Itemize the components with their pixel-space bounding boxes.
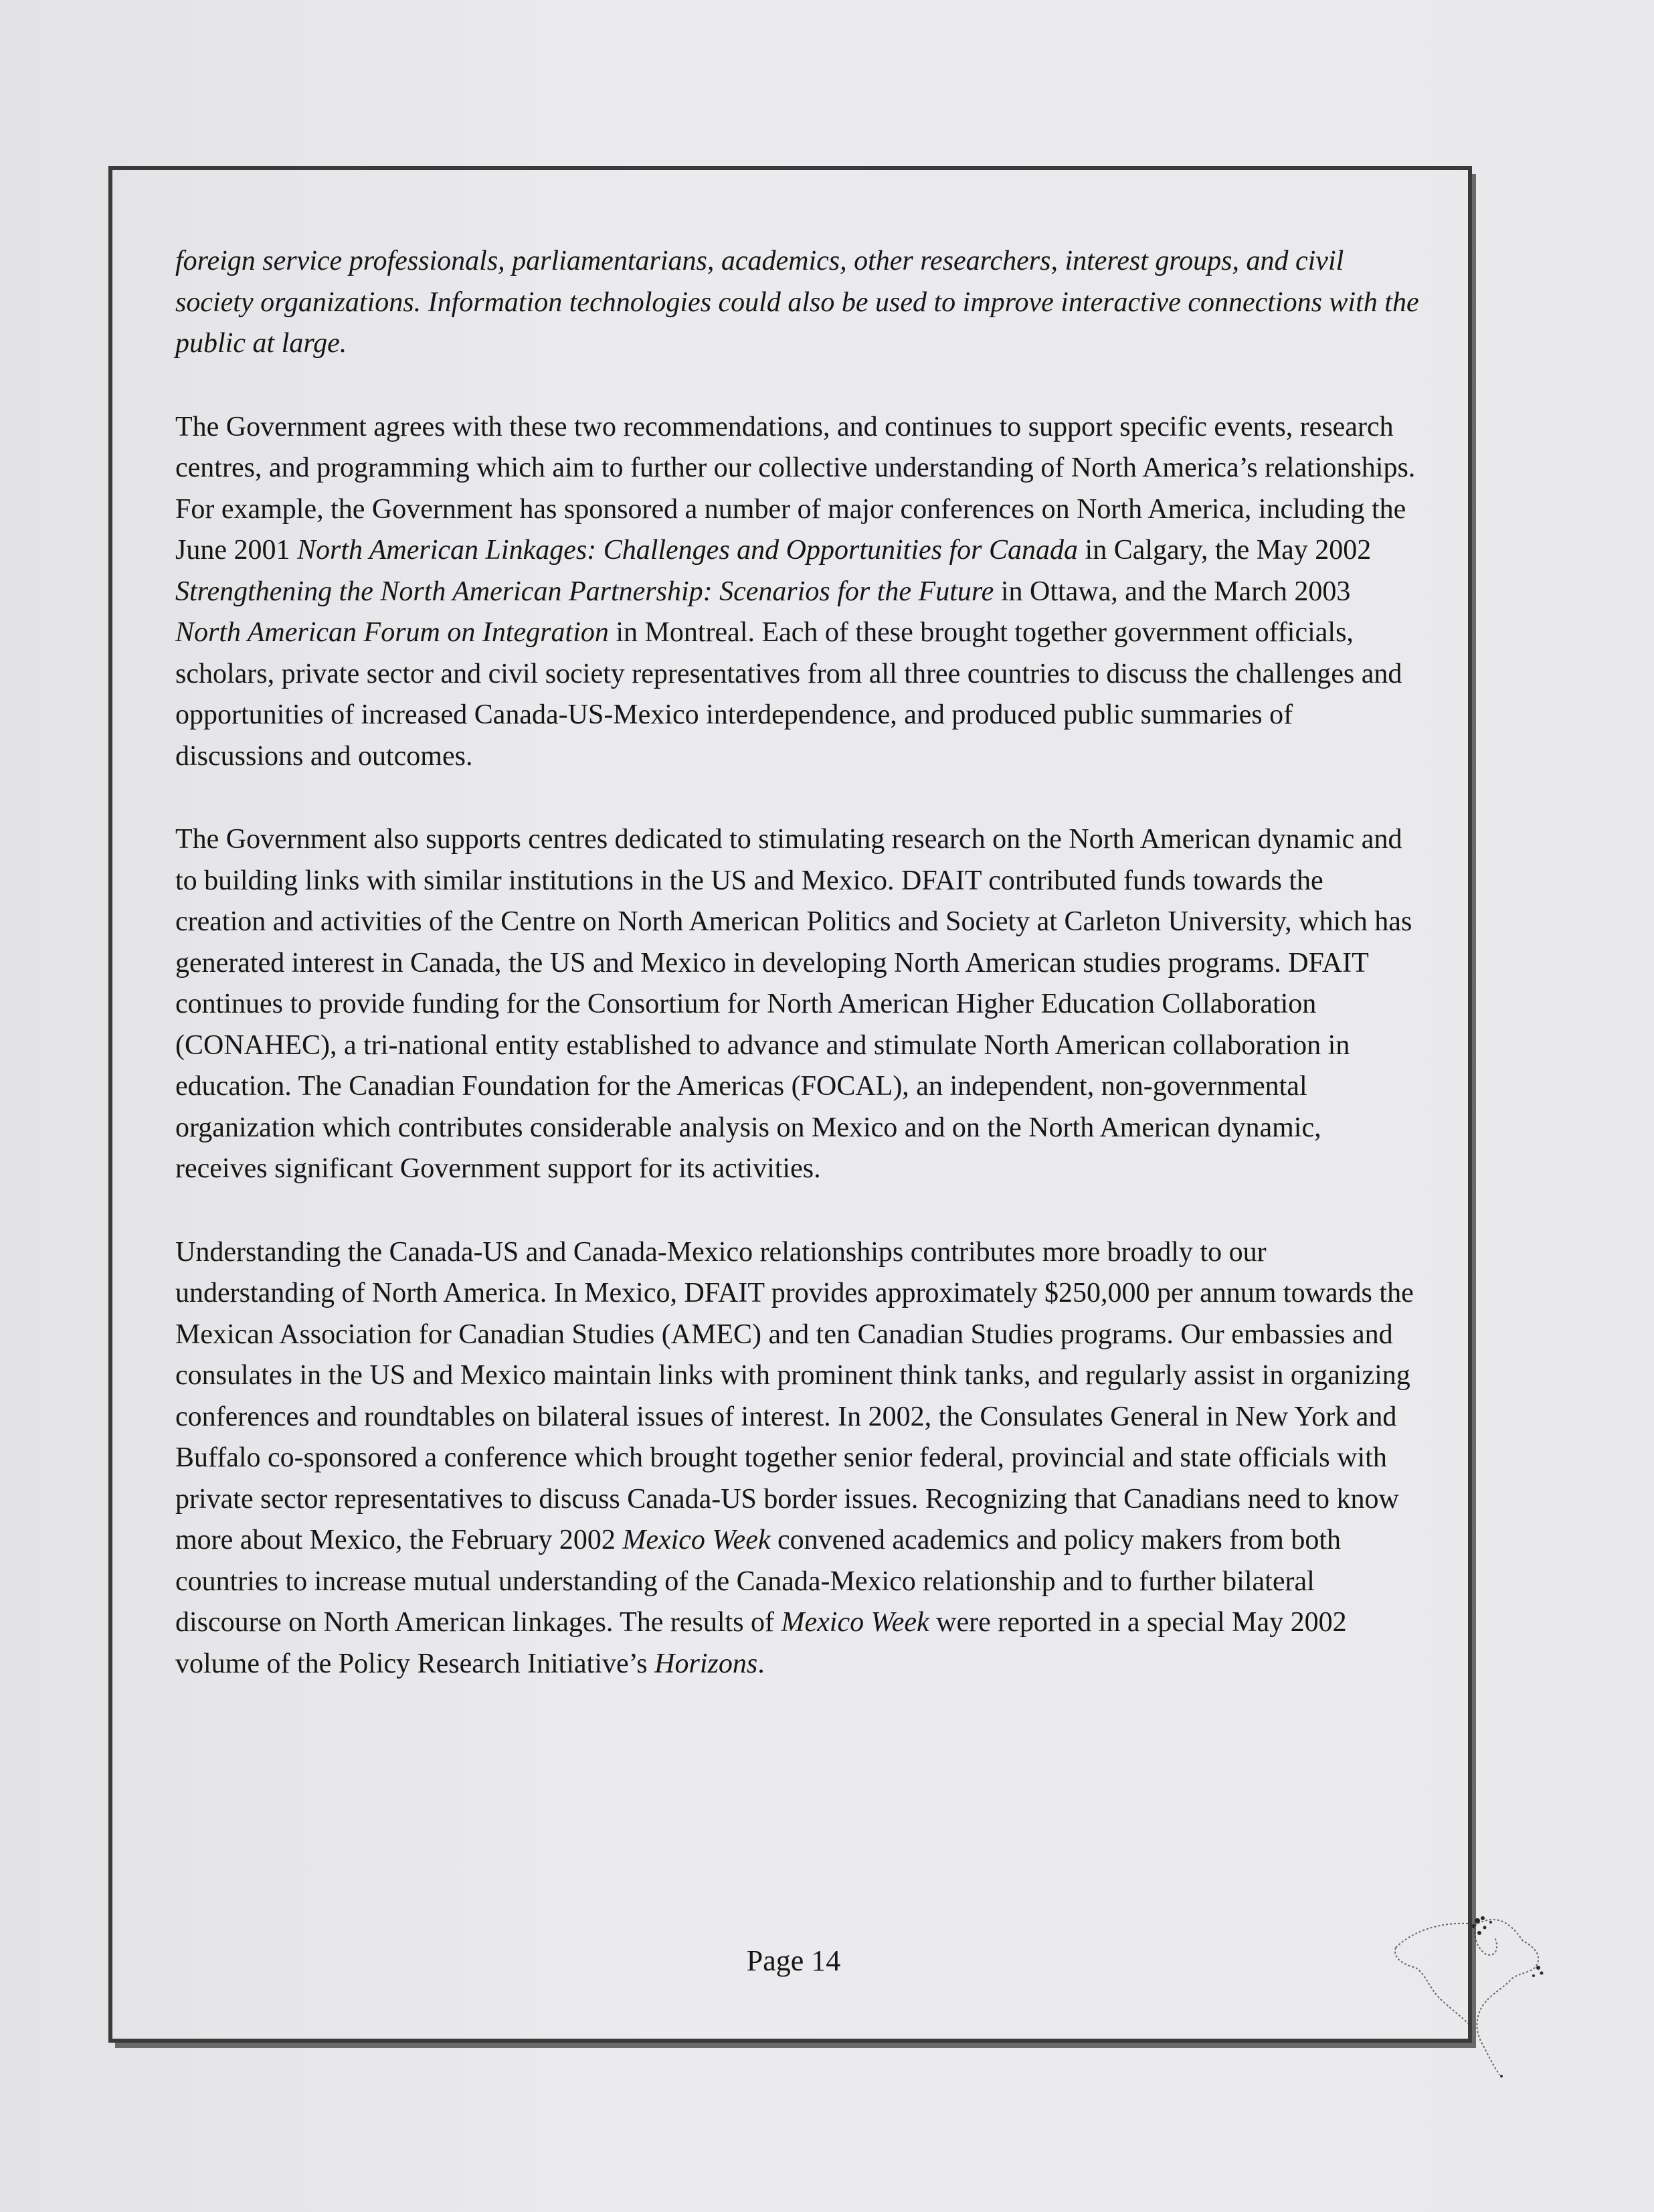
paragraph-text: convened academics and policy makers from both countries to increase mutual understanding of the Canada-Mexico relationship and to further bilateral discourse on North American linkages. The results of	[175, 1525, 1342, 1638]
paragraph-text: Understanding the Canada-US and Canada-Mexico relationships contributes more broadly to our understanding of North America. In Mexico, DFAIT provides approximately $250,000 per annum towards the Mexican Association for Canadian Studies (AMEC) and ten Canadian Studies programs. Our embassies and consulates in the US and Mexico maintain links with prominent think tanks, and regularly assist in organizing conferences and roundtables on bilateral issues of interest. In 2002, the Consulates General in New York and Buffalo co-sponsored a conference which brought together senior federal, provincial and state officials with private sector representatives to discuss Canada-US border issues. Recognizing that Canadians need to know more about Mexico, the February 2002	[175, 1236, 1414, 1555]
paragraph-text: .	[757, 1648, 765, 1679]
intro-paragraph: foreign service professionals, parliamentarians, academics, other researchers, interest groups, and civil society organizations. Information technologies could also be used to improve interactive connections with the public at large.	[175, 246, 1419, 359]
paragraph-relationships	[175, 1232, 1420, 1685]
publication-title: Horizons	[654, 1648, 758, 1679]
paragraph-research-centres: The Government also supports centres dedicated to stimulating research on the North American dynamic and to building links with similar institutions in the US and Mexico. DFAIT contributed funds towards the creation and activities of the Centre on North American Politics and Society at Carleton University, which has generated interest in Canada, the US and Mexico in developing North American studies programs. DFAIT continues to provide funding for the Consortium for North American Higher Education Collaboration (CONAHEC), a tri-national entity established to advance and stimulate North American collaboration in education. The Canadian Foundation for the Americas (FOCAL), an independent, non-governmental organization which contributes considerable analysis on Mexico and on the North American dynamic, receives significant Government support for its activities.	[175, 824, 1412, 1184]
page-number: Page 14	[746, 1944, 841, 1977]
north-america-map-icon	[1376, 1894, 1576, 2095]
document-body	[175, 241, 1420, 1727]
conference-title: Strengthening the North American Partnership: Scenarios for the Future	[175, 576, 994, 607]
event-title: Mexico Week	[622, 1525, 771, 1555]
paragraph-conferences	[175, 407, 1420, 778]
paragraph-text: The Government agrees with these two recommendations, and continues to support specific events, research centres, and programming which aim to further our collective understanding of North America’s relationships. For example, the Government has sponsored a number of major conferences on North America, including the June 2001	[175, 411, 1416, 566]
conference-title: North American Linkages: Challenges and Opportunities for Canada	[297, 535, 1079, 566]
paragraph-text: in Calgary, the May 2002	[1078, 535, 1372, 566]
paragraph-text: in Montreal. Each of these brought together government officials, scholars, private sector and civil society representatives from all three countries to discuss the challenges and opportunities of increased Canada-US-Mexico interdependence, and produced public summaries of discussions and outcomes.	[175, 617, 1402, 772]
paragraph-text: were reported in a special May 2002 volume of the Policy Research Initiative’s	[175, 1607, 1347, 1679]
paragraph-text: in Ottawa, and the March 2003	[994, 576, 1351, 607]
event-title: Mexico Week	[781, 1607, 929, 1638]
conference-title: North American Forum on Integration	[175, 617, 609, 648]
